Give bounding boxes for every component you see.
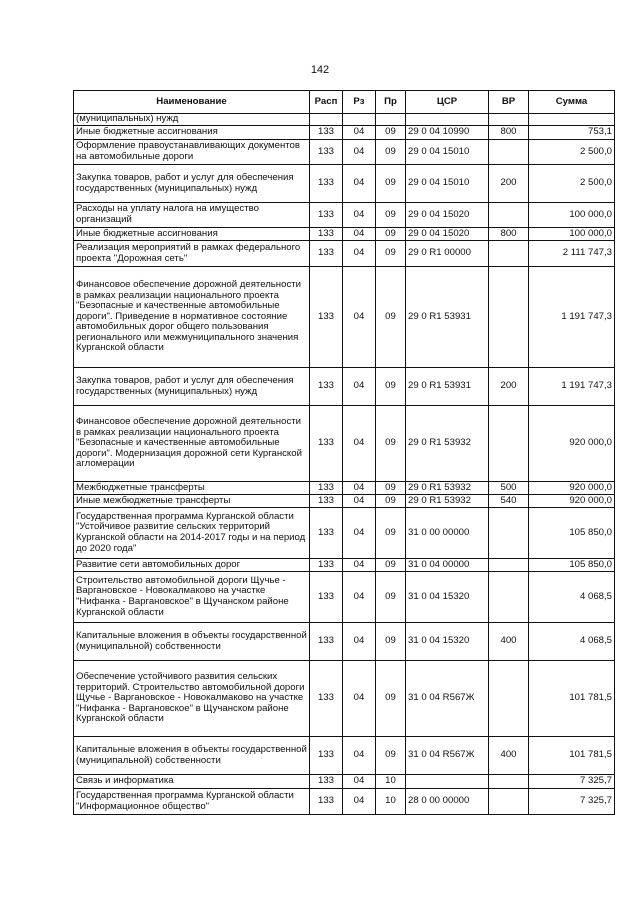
row-vr [489,661,529,737]
row-csr: 31 0 00 00000 [406,508,489,559]
row-name: Иные межбюджетные трансферты [74,495,310,508]
table-row [74,241,615,267]
row-vr [489,203,529,228]
row-csr: 31 0 04 15320 [406,623,489,661]
row-rasp: 133 [310,140,343,165]
row-csr: 29 0 04 10990 [406,126,489,140]
row-rasp: 133 [310,623,343,661]
row-rasp: 133 [310,241,343,267]
row-csr: 29 0 R1 53932 [406,482,489,495]
row-rasp: 133 [310,126,343,140]
budget-table [73,90,615,815]
table-row [74,406,615,482]
row-rz: 04 [343,126,376,140]
row-rz: 04 [343,267,376,368]
table-row [74,623,615,661]
row-rasp: 133 [310,228,343,241]
row-rz: 04 [343,203,376,228]
row-sum: 753,1 [529,126,615,140]
row-rz: 04 [343,495,376,508]
header-name: Наименование [74,91,310,114]
row-sum: 2 111 747,3 [529,241,615,267]
row-name: Развитие сети автомобильных дорог [74,559,310,572]
row-sum: 920 000,0 [529,406,615,482]
row-sum: 2 500,0 [529,140,615,165]
row-vr [489,406,529,482]
row-csr: 29 0 R1 53931 [406,368,489,406]
row-pr: 09 [376,165,406,203]
row-rasp: 133 [310,572,343,623]
table-row [74,508,615,559]
row-name: Связь и информатика [74,775,310,789]
row-pr: 10 [376,789,406,815]
row-pr: 09 [376,228,406,241]
row-pr: 09 [376,508,406,559]
row-sum [529,114,615,126]
row-rz: 04 [343,406,376,482]
row-rasp [310,114,343,126]
row-name: Капитальные вложения в объекты государственной (муниципальной) собственности [74,737,310,775]
table-row [74,661,615,737]
header-rz: Рз [343,91,376,114]
row-sum: 4 068,5 [529,572,615,623]
row-vr: 200 [489,368,529,406]
row-sum: 1 191 747,3 [529,267,615,368]
row-sum: 4 068,5 [529,623,615,661]
row-sum: 1 191 747,3 [529,368,615,406]
row-rasp: 133 [310,406,343,482]
row-csr: 29 0 R1 53932 [406,495,489,508]
row-pr: 09 [376,559,406,572]
row-rasp: 133 [310,165,343,203]
row-rasp: 133 [310,508,343,559]
row-vr [489,241,529,267]
row-rasp: 133 [310,559,343,572]
row-name: Государственная программа Курганской области "Устойчивое развитие сельских территорий Курганской области на 2014-2017 годы и на период до 2020 года" [74,508,310,559]
table-row [74,368,615,406]
row-rasp: 133 [310,789,343,815]
row-rasp: 133 [310,482,343,495]
row-rz: 04 [343,228,376,241]
row-csr: 29 0 04 15020 [406,228,489,241]
row-name: Оформление правоустанавливающих документов на автомобильные дороги [74,140,310,165]
row-sum: 105 850,0 [529,559,615,572]
row-pr: 09 [376,126,406,140]
row-vr [489,572,529,623]
row-vr [489,559,529,572]
row-csr: 29 0 04 15020 [406,203,489,228]
table-row [74,114,615,126]
row-sum: 920 000,0 [529,495,615,508]
row-name: Иные бюджетные ассигнования [74,126,310,140]
row-rz: 04 [343,241,376,267]
row-pr: 09 [376,267,406,368]
table-row [74,559,615,572]
row-pr: 09 [376,482,406,495]
table-row [74,126,615,140]
row-name: Строительство автомобильной дороги Щучье - Варгановское - Новокалмаково на участке "Нифанка - Варгановское" в Щучанском районе Курганской области [74,572,310,623]
header-sum: Сумма [529,91,615,114]
header-rasp: Расп [310,91,343,114]
page-number: 142 [310,64,330,76]
row-rasp: 133 [310,203,343,228]
row-name: Капитальные вложения в объекты государственной (муниципальной) собственности [74,623,310,661]
row-sum: 101 781,5 [529,661,615,737]
row-rz: 04 [343,559,376,572]
row-csr: 31 0 04 15320 [406,572,489,623]
row-rz: 04 [343,789,376,815]
table-row [74,165,615,203]
table-row [74,203,615,228]
row-vr: 800 [489,126,529,140]
table-row [74,482,615,495]
row-name: Реализация мероприятий в рамках федерального проекта "Дорожная сеть" [74,241,310,267]
row-csr: 28 0 00 00000 [406,789,489,815]
row-csr: 31 0 04 R567Ж [406,737,489,775]
row-vr [489,114,529,126]
row-name: Обеспечение устойчивого развития сельских территорий. Строительство автомобильной дороги Щучье - Варгановское - Новокалмаково на участке "Нифанка - Варгановское" в Щучанском районе Курганской области [74,661,310,737]
row-pr: 09 [376,572,406,623]
header-csr: ЦСР [406,91,489,114]
row-pr: 09 [376,623,406,661]
row-name: (муниципальных) нужд [74,114,310,126]
row-csr [406,114,489,126]
row-csr: 29 0 R1 53932 [406,406,489,482]
row-rz [343,114,376,126]
row-vr [489,775,529,789]
row-rasp: 133 [310,661,343,737]
row-rz: 04 [343,140,376,165]
row-csr: 29 0 R1 00000 [406,241,489,267]
row-pr: 09 [376,406,406,482]
header-pr: Пр [376,91,406,114]
row-pr: 09 [376,241,406,267]
row-csr: 31 0 04 00000 [406,559,489,572]
row-rz: 04 [343,775,376,789]
row-vr: 800 [489,228,529,241]
row-pr: 09 [376,661,406,737]
row-vr [489,508,529,559]
row-pr: 09 [376,368,406,406]
row-rasp: 133 [310,267,343,368]
row-sum: 7 325,7 [529,775,615,789]
row-sum: 105 850,0 [529,508,615,559]
row-vr [489,789,529,815]
row-rz: 04 [343,623,376,661]
row-name: Финансовое обеспечение дорожной деятельности в рамках реализации национального проекта "Безопасные и качественные автомобильные дороги". Приведение в нормативное состояние автомобильных дорог общего пользования регионального или межмуниципального значения Курганской области [74,267,310,368]
row-sum: 101 781,5 [529,737,615,775]
row-sum: 7 325,7 [529,789,615,815]
row-name: Закупка товаров, работ и услуг для обеспечения государственных (муниципальных) нужд [74,165,310,203]
row-sum: 100 000,0 [529,203,615,228]
row-rasp: 133 [310,775,343,789]
table-row [74,737,615,775]
row-vr: 400 [489,737,529,775]
row-rz: 04 [343,165,376,203]
row-csr: 29 0 04 15010 [406,140,489,165]
row-pr: 09 [376,737,406,775]
row-csr: 29 0 04 15010 [406,165,489,203]
table-row [74,789,615,815]
row-name: Закупка товаров, работ и услуг для обеспечения государственных (муниципальных) нужд [74,368,310,406]
row-rz: 04 [343,661,376,737]
row-sum: 100 000,0 [529,228,615,241]
row-rasp: 133 [310,495,343,508]
row-name: Расходы на уплату налога на имущество организаций [74,203,310,228]
row-rz: 04 [343,368,376,406]
table-row [74,775,615,789]
row-rasp: 133 [310,368,343,406]
header-vr: ВР [489,91,529,114]
row-csr: 31 0 04 R567Ж [406,661,489,737]
row-sum: 2 500,0 [529,165,615,203]
row-vr [489,267,529,368]
row-pr: 09 [376,495,406,508]
row-vr: 540 [489,495,529,508]
header-row [74,91,615,114]
row-csr [406,775,489,789]
table-row [74,267,615,368]
row-name: Государственная программа Курганской области "Информационное общество" [74,789,310,815]
row-vr: 400 [489,623,529,661]
row-pr: 10 [376,775,406,789]
row-name: Финансовое обеспечение дорожной деятельности в рамках реализации национального проекта "Безопасные и качественные автомобильные дороги". Модернизация дорожной сети Курганской агломерации [74,406,310,482]
row-pr: 09 [376,140,406,165]
row-rz: 04 [343,737,376,775]
row-vr: 200 [489,165,529,203]
table-row [74,228,615,241]
row-pr: 09 [376,203,406,228]
row-vr: 500 [489,482,529,495]
row-name: Межбюджетные трансферты [74,482,310,495]
table-row [74,572,615,623]
row-rasp: 133 [310,737,343,775]
row-csr: 29 0 R1 53931 [406,267,489,368]
row-pr [376,114,406,126]
row-rz: 04 [343,482,376,495]
row-name: Иные бюджетные ассигнования [74,228,310,241]
row-rz: 04 [343,508,376,559]
table-row [74,495,615,508]
row-sum: 920 000,0 [529,482,615,495]
row-rz: 04 [343,572,376,623]
table-row [74,140,615,165]
row-vr [489,140,529,165]
